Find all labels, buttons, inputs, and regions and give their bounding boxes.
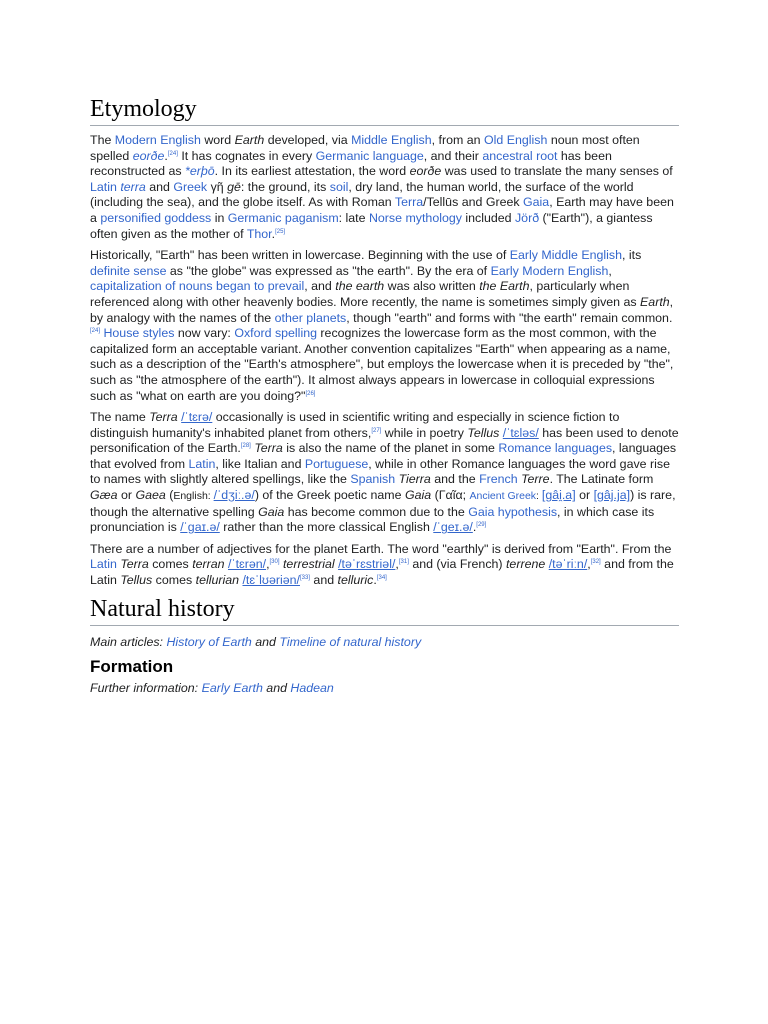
text: γῆ bbox=[207, 179, 228, 194]
text: is also the name of the planet in some bbox=[282, 441, 499, 456]
ipa-tellus[interactable]: /ˈtɛləs/ bbox=[502, 425, 539, 440]
link-house-styles[interactable]: House styles bbox=[103, 326, 175, 341]
ipa-tellurian[interactable]: /tɛˈlʊəriən/ bbox=[242, 573, 300, 588]
link-personified-goddess[interactable]: personified goddess bbox=[100, 210, 212, 225]
italic-text: Earth bbox=[640, 294, 670, 309]
link-hadean[interactable]: Hadean bbox=[290, 680, 334, 695]
reference-27[interactable]: [27] bbox=[371, 427, 382, 434]
text: . bbox=[164, 148, 168, 163]
text: in bbox=[211, 210, 228, 225]
text: and bbox=[309, 573, 338, 588]
etymology-paragraph-1 bbox=[90, 133, 679, 242]
ipa-gaea[interactable]: /ˈdʒiː.ə/ bbox=[213, 488, 255, 503]
link-gaia[interactable]: Gaia bbox=[523, 195, 550, 210]
reference-32[interactable]: [32] bbox=[590, 559, 601, 566]
text: , languages that evolved from bbox=[90, 441, 677, 471]
link-timeline-of-natural-history[interactable]: Timeline of natural history bbox=[279, 634, 422, 649]
link-portuguese[interactable]: Portuguese bbox=[304, 456, 369, 471]
italic-text: tellurian bbox=[195, 573, 240, 588]
link-terra[interactable]: terra bbox=[120, 179, 146, 194]
italic-text: gē bbox=[227, 179, 241, 194]
italic-text: the Earth bbox=[479, 279, 530, 294]
italic-text: the earth bbox=[335, 279, 385, 294]
italic-text: Terra bbox=[149, 410, 178, 425]
text: developed, via bbox=[264, 133, 352, 147]
text: /Tellūs and Greek bbox=[423, 195, 524, 210]
link-middle-english[interactable]: Middle English bbox=[351, 133, 432, 147]
italic-text: Terre bbox=[521, 472, 550, 487]
italic-text: Tierra bbox=[398, 472, 431, 487]
link-norse-mythology[interactable]: Norse mythology bbox=[368, 210, 462, 225]
text: included bbox=[461, 210, 515, 225]
text: ) is rare, though the alternative spelling bbox=[90, 488, 676, 519]
link-gaia-hypothesis[interactable]: Gaia hypothesis bbox=[468, 504, 558, 519]
link-modern-english[interactable]: Modern English bbox=[114, 133, 201, 147]
link-old-english[interactable]: Old English bbox=[484, 133, 548, 147]
natural-history-heading: Natural history bbox=[90, 595, 679, 626]
text: noun most often spelled bbox=[90, 133, 640, 163]
link-early-middle-english[interactable]: Early Middle English bbox=[509, 248, 622, 263]
text: The name bbox=[90, 410, 150, 425]
link-oxford-spelling[interactable]: Oxford spelling bbox=[234, 326, 317, 341]
reference-29[interactable]: [29] bbox=[476, 522, 487, 529]
link-early-earth[interactable]: Early Earth bbox=[201, 680, 263, 695]
link-ancient-greek[interactable]: Ancient Greek bbox=[469, 490, 537, 503]
text: recognizes the lowercase form as the most common, with the capitalized form an acceptable variant. Another convention capitalizes "Earth" when appearing as a name, such as a description of the "Earth's atmosphere", but employs the lowercase when it is preceded by "the", such as "the atmosphere of the earth"). It almost always appears in lowercase in colloquial expressions such as "what on earth are you doing?" bbox=[90, 326, 674, 403]
language-label-english: English: bbox=[173, 490, 214, 503]
text: , like Italian and bbox=[215, 456, 305, 471]
text: was used to translate the many senses of bbox=[441, 164, 673, 179]
text: comes bbox=[148, 557, 193, 572]
text: or bbox=[117, 488, 136, 503]
link-latin[interactable]: Latin bbox=[90, 179, 117, 194]
text: ( bbox=[165, 488, 174, 503]
italic-text: Tellus bbox=[467, 425, 500, 440]
text: , bbox=[395, 557, 399, 572]
text: while in poetry bbox=[381, 425, 468, 440]
link-spanish[interactable]: Spanish bbox=[350, 472, 396, 487]
italic-text: Gaia bbox=[404, 488, 432, 503]
link-eorthe[interactable]: eorðe bbox=[132, 148, 165, 163]
text: , Earth may have been a bbox=[90, 195, 674, 225]
reference-25[interactable]: [25] bbox=[275, 228, 286, 235]
text: , while in other Romance languages the word gave rise to names with slightly altered spellings, like the bbox=[90, 456, 670, 487]
text: (Γαῖα; bbox=[431, 488, 470, 503]
italic-text: Gaia bbox=[258, 504, 285, 519]
link-capitalization-of-nouns[interactable]: capitalization of nouns began to prevail bbox=[90, 279, 305, 294]
ipa-terran[interactable]: /ˈtɛrən/ bbox=[228, 557, 267, 572]
text: ("Earth"), a giantess often given as the mother of bbox=[90, 210, 653, 241]
link-soil[interactable]: soil bbox=[329, 179, 349, 194]
link-other-planets[interactable]: other planets bbox=[274, 310, 347, 325]
italic-text: Earth bbox=[234, 133, 265, 147]
text: or bbox=[575, 488, 594, 503]
reference-30[interactable]: [30] bbox=[269, 559, 280, 566]
italic-text: telluric bbox=[337, 573, 374, 588]
text: . The Latinate form bbox=[549, 472, 654, 487]
text: and bbox=[262, 680, 291, 695]
text: has been reconstructed as bbox=[90, 148, 612, 179]
main-articles-hatnote bbox=[90, 634, 679, 650]
text: . In its earliest attestation, the word bbox=[214, 164, 410, 179]
ipa-terrestrial[interactable]: /təˈrɛstriəl/ bbox=[338, 557, 396, 572]
further-information-hatnote bbox=[90, 680, 679, 696]
text: now vary: bbox=[174, 326, 235, 341]
article-content bbox=[90, 95, 679, 702]
link-terra-goddess[interactable]: Terra bbox=[394, 195, 424, 210]
italic-text: Terra bbox=[120, 557, 149, 572]
italic-text: Gæa bbox=[90, 488, 118, 503]
text: , dry land, the human world, the surface of the world (including the sea), and the globe itself. As with Roman bbox=[90, 179, 634, 210]
ipa-gaia-ancient-2[interactable]: [ɡâj.ja] bbox=[593, 488, 631, 503]
etymology-paragraph-3 bbox=[90, 410, 679, 536]
text: : bbox=[536, 490, 542, 503]
text: and (via French) bbox=[408, 557, 506, 572]
text: occasionally is used in scientific writing and especially in science fiction to distinguish humanity's inhabited planet from others, bbox=[90, 410, 620, 440]
reference-28[interactable]: [28] bbox=[240, 443, 251, 450]
link-germanic-paganism[interactable]: Germanic paganism bbox=[227, 210, 339, 225]
text: , bbox=[587, 557, 591, 572]
text: The bbox=[90, 133, 115, 147]
reference-34[interactable]: [34] bbox=[376, 574, 387, 581]
reference-24[interactable]: [24] bbox=[167, 150, 178, 157]
ipa-gaia-modern[interactable]: /ˈɡaɪ.ə/ bbox=[180, 520, 220, 535]
text: Historically, "Earth" has been written in lowercase. Beginning with the use of bbox=[90, 248, 510, 263]
italic-text: Terra bbox=[254, 441, 283, 456]
text: comes bbox=[152, 573, 196, 588]
text: . bbox=[271, 226, 276, 241]
reference-33[interactable]: [33] bbox=[299, 574, 310, 581]
link-history-of-earth[interactable]: History of Earth bbox=[166, 634, 252, 649]
text: and bbox=[251, 634, 280, 649]
ipa-gaia-ancient-1[interactable]: [ɡâi̯.a] bbox=[541, 488, 576, 503]
text: ) of the Greek poetic name bbox=[254, 488, 405, 503]
text: has become common due to the bbox=[284, 504, 469, 519]
text: , from an bbox=[431, 133, 484, 147]
text: , its bbox=[622, 248, 642, 263]
link-erpo[interactable]: *erþō bbox=[185, 164, 215, 179]
italic-text: Tellus bbox=[120, 573, 153, 588]
text: : the ground, its bbox=[240, 179, 330, 194]
text: , bbox=[266, 557, 270, 572]
hatnote-prefix: Further information: bbox=[90, 680, 202, 695]
text: . bbox=[472, 520, 477, 535]
ipa-gaia-classical[interactable]: /ˈɡeɪ.ə/ bbox=[433, 520, 473, 535]
text: and bbox=[145, 179, 174, 194]
link-jord[interactable]: Jörð bbox=[514, 210, 540, 225]
text: , bbox=[608, 263, 612, 278]
italic-text: terran bbox=[192, 557, 225, 572]
italic-text: terrene bbox=[505, 557, 546, 572]
italic-text: Gaea bbox=[135, 488, 166, 503]
text: , in which case its pronunciation is bbox=[90, 504, 655, 535]
reference-24[interactable]: [24] bbox=[90, 328, 101, 334]
italic-text: terrestrial bbox=[282, 557, 335, 572]
hatnote-prefix: Main articles: bbox=[90, 634, 167, 649]
italic-text: eorðe bbox=[409, 164, 442, 179]
text: rather than the more classical English bbox=[219, 520, 434, 535]
text: , by analogy with the names of the bbox=[90, 294, 674, 325]
link-early-modern-english[interactable]: Early Modern English bbox=[490, 263, 609, 278]
text: , though "earth" and forms with "the earth" remain common. bbox=[346, 310, 673, 325]
link-germanic-language[interactable]: Germanic language bbox=[315, 148, 424, 163]
text: was also written bbox=[384, 279, 480, 294]
text: as "the globe" was expressed as "the earth". By the era of bbox=[166, 263, 491, 278]
etymology-heading: Etymology bbox=[90, 95, 679, 126]
link-latin[interactable]: Latin bbox=[90, 557, 117, 572]
reference-31[interactable]: [31] bbox=[398, 559, 409, 566]
text: There are a number of adjectives for the planet Earth. The word "earthly" is derived from "Earth". From the bbox=[90, 541, 672, 556]
link-ancestral-root[interactable]: ancestral root bbox=[482, 148, 558, 163]
reference-26[interactable]: [26] bbox=[305, 390, 316, 397]
link-latin[interactable]: Latin bbox=[188, 456, 216, 471]
link-french[interactable]: French bbox=[479, 472, 518, 487]
formation-heading: Formation bbox=[90, 656, 174, 676]
etymology-paragraph-2 bbox=[90, 248, 679, 404]
text: It has cognates in every bbox=[177, 148, 316, 163]
text: , and bbox=[304, 279, 336, 294]
ipa-terrene[interactable]: /təˈriːn/ bbox=[548, 557, 588, 572]
link-thor[interactable]: Thor bbox=[246, 226, 272, 241]
ipa-terra[interactable]: /ˈtɛrə/ bbox=[181, 410, 213, 425]
text: word bbox=[200, 133, 235, 147]
link-greek[interactable]: Greek bbox=[173, 179, 208, 194]
text: . bbox=[373, 573, 377, 588]
text: , particularly when referenced along with other heavenly bodies. More recently, the name is sometimes simply given as bbox=[90, 279, 641, 309]
link-definite-sense[interactable]: definite sense bbox=[90, 263, 167, 278]
text: has been used to denote personification of the Earth. bbox=[90, 425, 679, 456]
link-romance-languages[interactable]: Romance languages bbox=[498, 441, 613, 456]
text: , and their bbox=[423, 148, 483, 163]
text: : late bbox=[338, 210, 369, 225]
etymology-paragraph-4 bbox=[90, 542, 679, 589]
text: and from the Latin bbox=[90, 557, 674, 588]
text: and the bbox=[430, 472, 480, 487]
